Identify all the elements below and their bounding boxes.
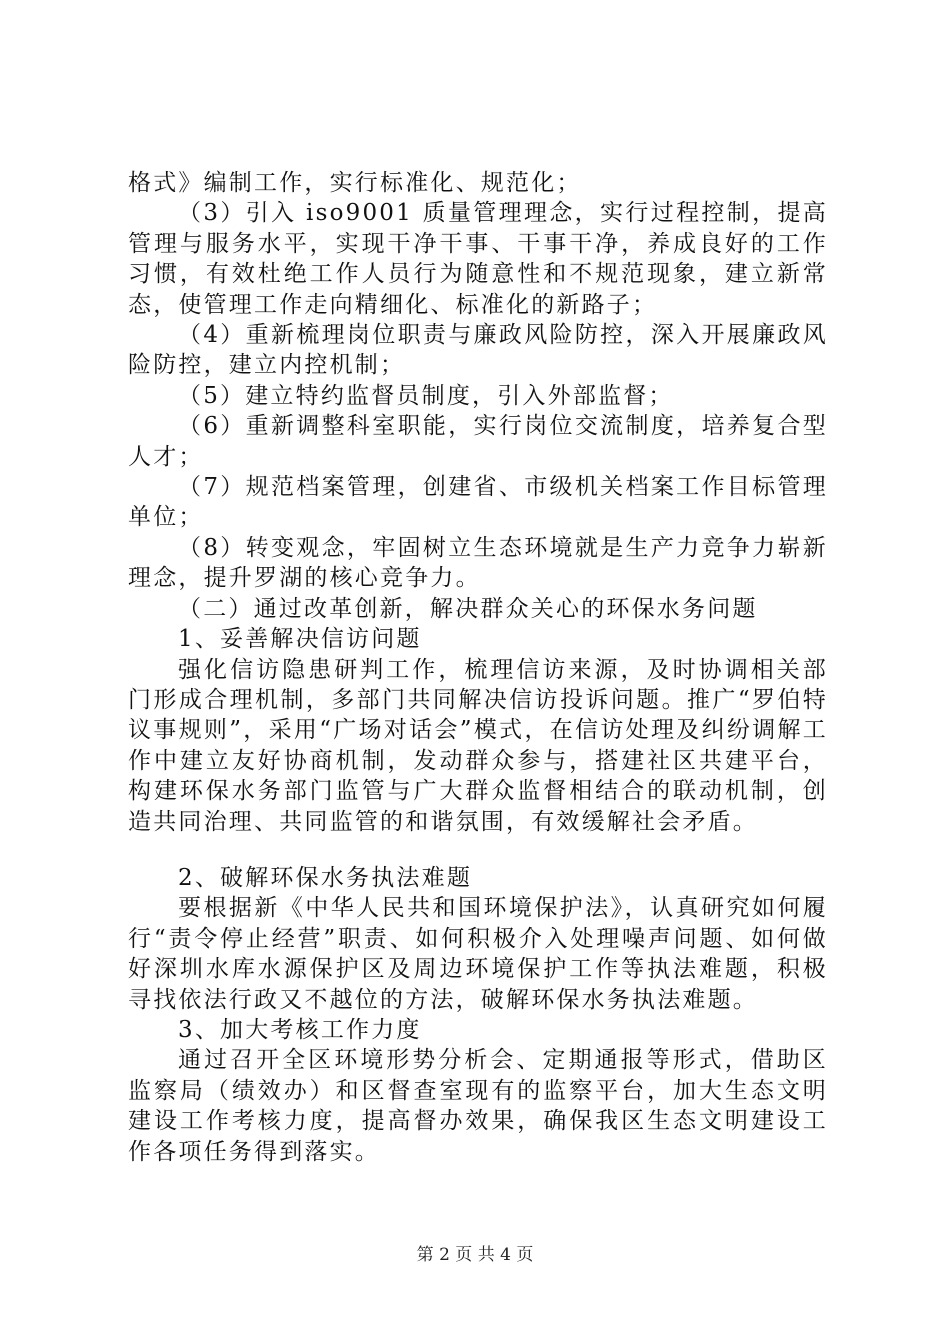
- document-body: [128, 168, 828, 1167]
- page-footer: 第 2 页 共 4 页: [416, 1245, 534, 1265]
- subheading-1: 1、妥善解决信访问题: [178, 626, 422, 653]
- paragraph-continuation: 格式》编制工作，实行标准化、规范化；: [128, 170, 582, 196]
- paragraph-assessment: 通过召开全区环境形势分析会、定期通报等形式，借助区监察局（绩效办）和区督查室现有的监察平台，加大生态文明建设工作考核力度，提高督办效果，确保我区生态文明建设工作各项任务得到落实。: [128, 1047, 828, 1165]
- paragraph-item-7: （7）规范档案管理，创建省、市级机关档案工作目标管理单位；: [128, 474, 828, 531]
- subheading-3: 3、加大考核工作力度: [178, 1016, 422, 1043]
- paragraph-item-6: （6）重新调整科室职能，实行岗位交流制度，培养复合型人才；: [128, 413, 828, 470]
- paragraph-item-3: （3）引入 iso9001 质量管理理念，实行过程控制，提高管理与服务水平，实现干净干事、干事干净，养成良好的工作习惯，有效杜绝工作人员行为随意性和不规范现象，建立新常态，使管理工作走向精细化、标准化的新路子；: [128, 200, 828, 318]
- paragraph-enforcement: 要根据新《中华人民共和国环境保护法》，认真研究如何履行“责令停止经营”职责、如何积极介入处理噪声问题、如何做好深圳水库水源保护区及周边环境保护工作等执法难题，积极寻找依法行政又不越位的方法，破解环保水务执法难题。: [128, 895, 828, 1013]
- paragraph-petition: 强化信访隐患研判工作，梳理信访来源，及时协调相关部门形成合理机制，多部门共同解决信访投诉问题。推广“罗伯特议事规则”，采用“广场对话会”模式，在信访处理及纠纷调解工作中建立友好协商机制，发动群众参与，搭建社区共建平台，构建环保水务部门监管与广大群众监督相结合的联动机制，创造共同治理、共同监管的和谐氛围，有效缓解社会矛盾。: [128, 656, 828, 835]
- paragraph-item-5: （5）建立特约监督员制度，引入外部监督；: [178, 382, 674, 409]
- paragraph-item-8: （8）转变观念，牢固树立生态环境就是生产力竞争力崭新理念，提升罗湖的核心竞争力。: [128, 534, 828, 592]
- subheading-2: 2、破解环保水务执法难题: [178, 864, 473, 891]
- paragraph-item-4: （4）重新梳理岗位职责与廉政风险防控，深入开展廉政风险防控，建立内控机制；: [128, 322, 828, 379]
- section-heading-2: （二）通过改革创新，解决群众关心的环保水务问题: [178, 595, 758, 622]
